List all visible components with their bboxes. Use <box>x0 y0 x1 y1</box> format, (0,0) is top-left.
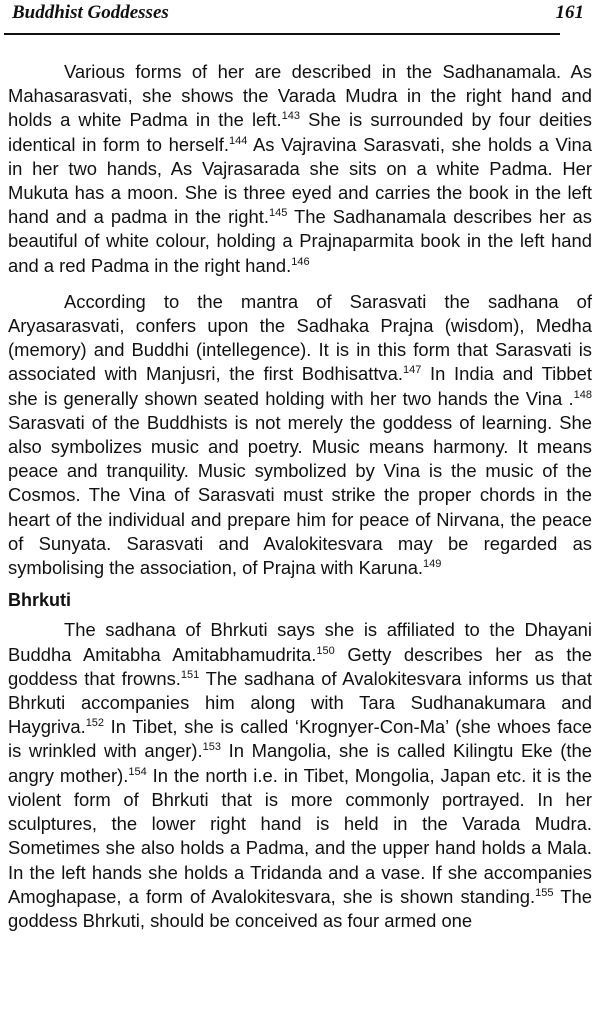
footnote-ref: 145 <box>268 207 288 220</box>
footnote-ref: 149 <box>423 557 442 570</box>
footnote-ref: 152 <box>85 717 105 730</box>
footnote-ref: 155 <box>535 886 554 899</box>
footnote-ref: 148 <box>573 388 592 401</box>
text-run: The sadhana of Avalokitesvara informs us that Bhrkuti accompanies him along with Tara Sudhanakumara and Haygriva. <box>8 667 592 738</box>
footnote-ref: 151 <box>180 668 200 681</box>
text-run: Sarasvati of the Buddhists is not merely the goddess of learning. She also symbolizes music and poetry. Music means harmony. It means peace and tranquility. Music symbolized by Vina is the music of the Cosmos. The Vina of Sarasvati must strike the proper chords in the heart of the individual and prepare him for peace of Nirvana, the peace of Sunyata. Sarasvati and Avalokitesvara may be regarded as symbolising the association, of Prajna with Karuna. <box>8 411 592 579</box>
text-run: The sadhana of Bhrkuti says she is affiliated to the Dhayani Buddha Amitabha Amitabhamudrita. <box>8 619 592 665</box>
text-run: According to the mantra of Sarasvati the sadhana of Aryasarasvati, confers upon the Sadhaka Prajna (wisdom), Medha (memory) and Buddhi (intellegence). It is in this form that Sarasvati is associated with Manjusri, the first Bodhisattva. <box>8 290 592 385</box>
text-run: The goddess Bhrkuti, should be conceived as four armed one <box>8 885 592 931</box>
text-run: In Tibet, she is called ‘Krognyer-Con-Ma’ (she whoes face is wrinkled with anger). <box>8 716 592 762</box>
running-header <box>8 0 592 32</box>
text-run: In Mangolia, she is called Kilingtu Eke (the angry mother). <box>8 740 592 786</box>
body-text <box>8 60 592 933</box>
footnote-ref: 147 <box>402 364 422 377</box>
text-run: In the north i.e. in Tibet, Mongolia, Japan etc. it is the violent form of Bhrkuti that is more commonly portrayed. In her sculptures, the lower right hand is held in the Varada Mudra. Sometimes she also holds a Padma, and the upper hand holds a Mala. In the left hands she holds a Tridanda and a vase. If she accompanies Amoghapase, a form of Avalokitesvara, she is shown standing. <box>8 764 592 907</box>
section-heading: Bhrkuti <box>8 590 71 611</box>
paragraph <box>8 618 592 933</box>
text-run: In India and Tibbet she is generally shown seated holding with her two hands the Vina . <box>8 363 592 409</box>
footnote-ref: 154 <box>128 765 147 778</box>
text-run: The Sadhanamala describes her as beautiful of white colour, holding a Prajnaparmita book in the left hand and a red Padma in the right hand. <box>8 206 592 276</box>
text-run: She is surrounded by four deities identical in form to herself. <box>8 109 592 155</box>
text-run: As Vajravina Sarasvati, she holds a Vina in her two hands, As Vajrasarada she sits on a white Padma. Her Mukuta has a moon. She is three eyed and carries the book in the left hand and a padma in the right. <box>8 133 593 228</box>
footnote-ref: 150 <box>316 644 335 657</box>
footnote-ref: 153 <box>202 741 222 754</box>
section-bhrkuti <box>8 618 592 933</box>
footnote-ref: 146 <box>291 255 310 268</box>
footnote-ref: 144 <box>228 134 248 147</box>
paragraph <box>8 60 592 278</box>
section-sarasvati <box>8 60 592 580</box>
page-number: 161 <box>555 2 584 23</box>
footnote-ref: 143 <box>281 110 300 123</box>
header-rule <box>4 33 560 35</box>
text-run: Various forms of her are described in the Sadhanamala. As Mahasarasvati, she shows the Varada Mudra in the right hand and holds a white Padma in the left. <box>8 61 592 131</box>
paragraph <box>8 290 592 580</box>
running-title: Buddhist Goddesses <box>12 2 169 23</box>
text-run: Getty describes her as the goddess that frowns. <box>8 643 592 689</box>
